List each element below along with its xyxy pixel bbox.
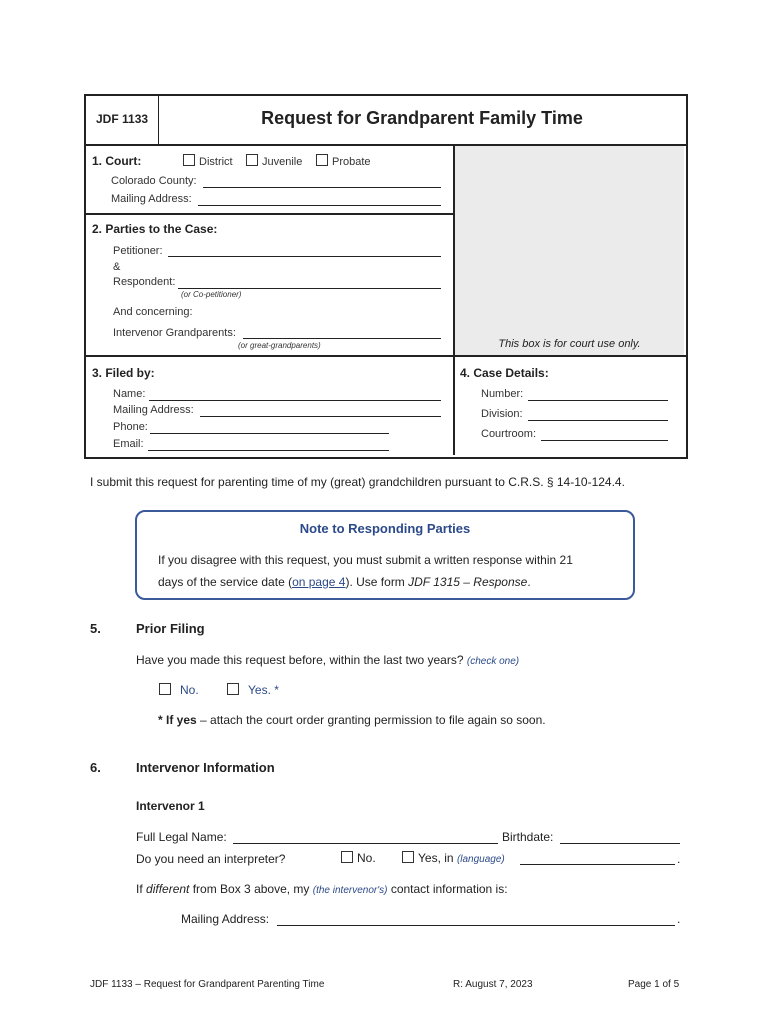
- filer-mailing-label: Mailing Address:: [113, 404, 194, 416]
- ampersand: &: [113, 261, 121, 273]
- case-number-field[interactable]: [528, 400, 668, 401]
- interpreter-yes-checkbox[interactable]: [402, 851, 414, 863]
- interpreter-no-label: No.: [357, 851, 376, 865]
- interpreter-yes-option[interactable]: [402, 851, 505, 865]
- section-5-number: 5.: [90, 621, 101, 636]
- diff-e: contact information is:: [387, 882, 508, 896]
- court-mailing-label: Mailing Address:: [111, 193, 192, 205]
- court-option-probate[interactable]: [316, 154, 371, 168]
- phone-label: Phone:: [113, 421, 148, 433]
- if-yes-bold: * If yes: [158, 713, 197, 727]
- if-yes-rest: – attach the court order granting permission to file again so soon.: [196, 713, 546, 727]
- phone-field[interactable]: [150, 433, 389, 434]
- respondent-field[interactable]: [178, 288, 441, 289]
- language-note: (language): [456, 854, 505, 865]
- name-field[interactable]: [149, 400, 441, 401]
- footer-left: JDF 1133 – Request for Grandparent Parenting Time: [90, 979, 325, 990]
- interpreter-no-checkbox[interactable]: [341, 851, 353, 863]
- case-details-label: 4. Case Details:: [460, 366, 549, 380]
- courtroom-label: Courtroom:: [481, 428, 537, 440]
- courtroom-field[interactable]: [541, 440, 668, 441]
- note-line-1: If you disagree with this request, you must submit a written response within 21: [158, 553, 573, 567]
- if-yes-note: [158, 713, 546, 727]
- prior-yes-option[interactable]: [227, 683, 279, 697]
- note-line-2c: .: [527, 575, 531, 589]
- intervenor-field[interactable]: [243, 338, 441, 339]
- note-line-2: [158, 575, 531, 589]
- petitioner-label: Petitioner:: [113, 245, 163, 257]
- interpreter-yes-label: Yes, in: [418, 851, 454, 865]
- header-id-divider: [158, 96, 159, 144]
- juvenile-label: Juvenile: [262, 156, 303, 168]
- intervenor-label: Intervenor Grandparents:: [113, 327, 236, 339]
- copetitioner-note: (or Co-petitioner): [181, 290, 242, 299]
- case-number-label: Number:: [481, 388, 524, 400]
- birthdate-label: Birthdate:: [502, 830, 554, 844]
- prior-yes-checkbox[interactable]: [227, 683, 239, 695]
- county-field[interactable]: [203, 187, 441, 188]
- page-4-link[interactable]: on page 4: [292, 575, 346, 589]
- diff-d: (the intervenor's): [312, 885, 388, 896]
- note-line-2b: ). Use form: [345, 575, 409, 589]
- form-id: JDF 1133: [96, 112, 149, 126]
- great-note: (or great-grandparents): [238, 341, 321, 350]
- intervenor-1-heading: Intervenor 1: [136, 799, 205, 813]
- note-line-2a: days of the service date (: [158, 575, 293, 589]
- division-field[interactable]: [528, 420, 668, 421]
- section-5-title: Prior Filing: [136, 621, 205, 636]
- full-name-label: Full Legal Name:: [136, 830, 227, 844]
- diff-c: from Box 3 above, my: [189, 882, 313, 896]
- mailing-period: .: [677, 912, 681, 926]
- district-checkbox[interactable]: [183, 154, 195, 166]
- check-one-note: (check one): [466, 656, 520, 667]
- court-use-box: [455, 146, 684, 355]
- diff-b: different: [146, 882, 190, 896]
- page-title: Request for Grandparent Family Time: [261, 108, 583, 128]
- section-6-title: Intervenor Information: [136, 760, 275, 775]
- court-option-juvenile[interactable]: [246, 154, 302, 168]
- prior-question: [136, 653, 519, 667]
- filed-by-label: 3. Filed by:: [92, 366, 155, 380]
- probate-checkbox[interactable]: [316, 154, 328, 166]
- court-use-text: This box is for court use only.: [498, 338, 641, 350]
- filer-mailing-field[interactable]: [200, 416, 441, 417]
- language-field[interactable]: [520, 864, 675, 865]
- prior-no-checkbox[interactable]: [159, 683, 171, 695]
- county-label: Colorado County:: [111, 175, 197, 187]
- petitioner-field[interactable]: [168, 256, 441, 257]
- section-divider-1: [86, 213, 453, 215]
- respondent-label: Respondent:: [113, 276, 176, 288]
- note-title: Note to Responding Parties: [299, 521, 471, 536]
- interpreter-label: Do you need an interpreter?: [136, 852, 286, 866]
- diff-a: If: [136, 882, 147, 896]
- court-label: 1. Court:: [92, 154, 142, 168]
- email-label: Email:: [113, 438, 144, 450]
- prior-no-label: No.: [180, 683, 199, 697]
- section-6-number: 6.: [90, 760, 101, 775]
- juvenile-checkbox[interactable]: [246, 154, 258, 166]
- different-contact-text: [136, 882, 508, 896]
- prior-question-text: Have you made this request before, within the last two years?: [136, 653, 464, 667]
- prior-yes-label: Yes. *: [248, 683, 279, 697]
- full-name-field[interactable]: [233, 843, 498, 844]
- court-option-district[interactable]: [183, 154, 233, 168]
- intervenor-mailing-field[interactable]: [277, 925, 675, 926]
- name-label: Name:: [113, 388, 146, 400]
- court-mailing-field[interactable]: [198, 205, 441, 206]
- intro-text: I submit this request for parenting time of my (great) grandchildren pursuant to C.R.S. § 14-10-124.4.: [90, 475, 625, 489]
- prior-no-option[interactable]: [159, 683, 199, 697]
- interpreter-no-option[interactable]: [341, 851, 376, 865]
- form-reference: JDF 1315 – Response: [408, 575, 528, 589]
- birthdate-field[interactable]: [560, 843, 680, 844]
- district-label: District: [199, 156, 233, 168]
- division-label: Division:: [481, 408, 523, 420]
- intervenor-mailing-label: Mailing Address:: [181, 912, 270, 926]
- footer-middle: R: August 7, 2023: [453, 979, 533, 990]
- parties-label: 2. Parties to the Case:: [92, 222, 218, 236]
- concerning-label: And concerning:: [113, 306, 193, 318]
- email-field[interactable]: [148, 450, 389, 451]
- section-divider-2: [86, 355, 686, 357]
- footer-right: Page 1 of 5: [628, 979, 680, 990]
- language-period: .: [677, 852, 681, 866]
- probate-label: Probate: [332, 156, 371, 168]
